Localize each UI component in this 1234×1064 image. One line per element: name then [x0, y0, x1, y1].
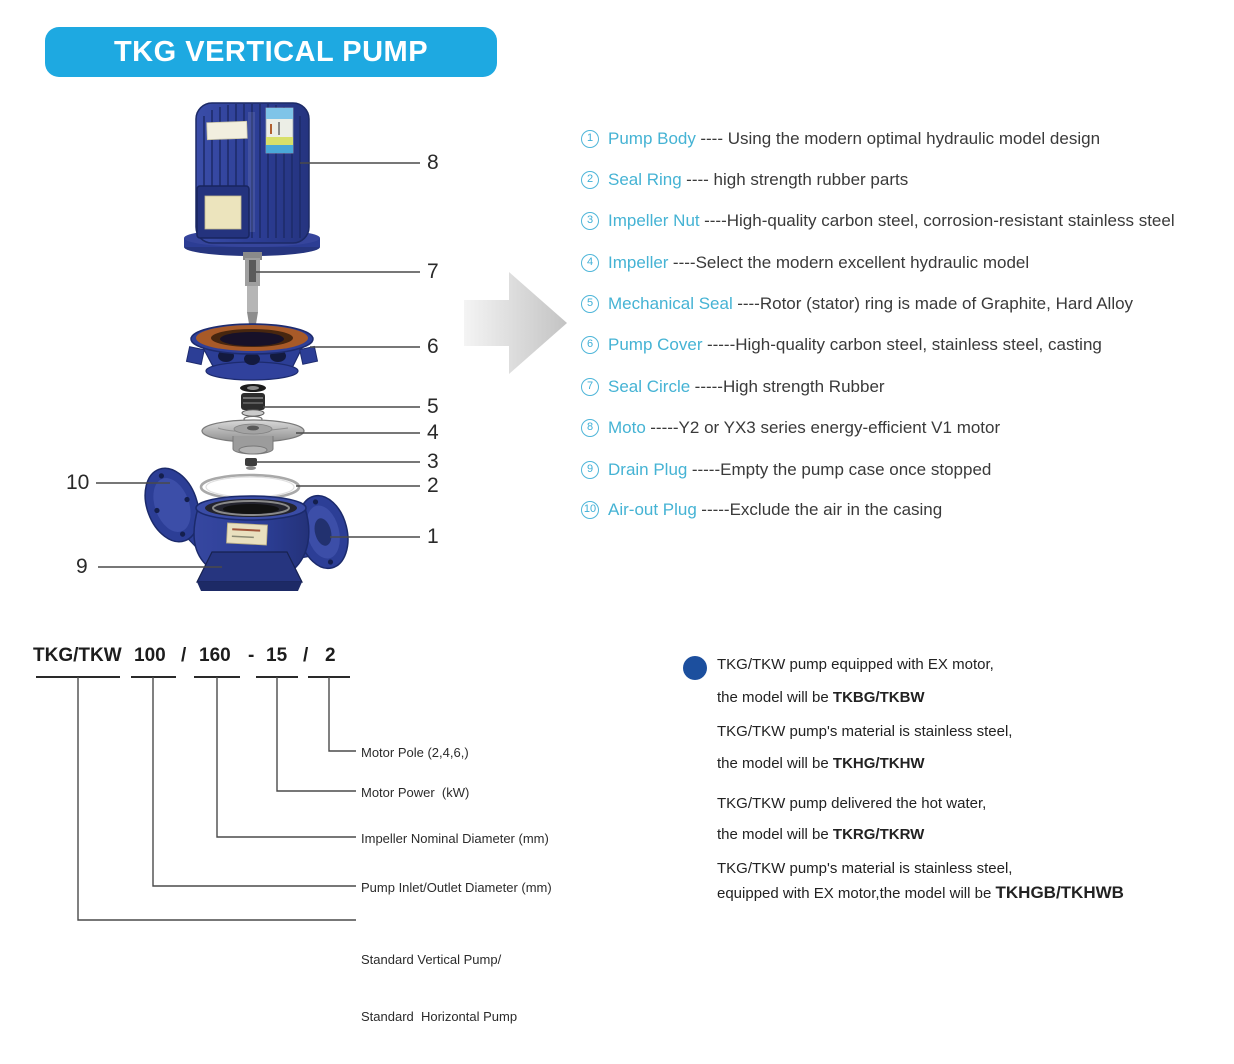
standard-pump-line-2: Standard Horizontal Pump — [361, 1009, 518, 1024]
model-segment-dash: - — [248, 645, 255, 666]
part-number-badge: 1 — [581, 130, 599, 148]
motor-nameplate — [207, 121, 248, 139]
callout-number-9: 9 — [76, 555, 88, 578]
model-name: TKHGB/TKHWB — [995, 883, 1124, 902]
motor-junction-box — [197, 186, 249, 238]
part-name: Seal Ring — [608, 170, 682, 189]
part-list-item-6 — [581, 334, 1102, 356]
pump-body-figure — [136, 461, 356, 591]
part-name: Air-out Plug — [608, 500, 697, 519]
part-description: -----Y2 or YX3 series energy-efficient V1 motor — [650, 418, 1001, 437]
part-description: ----High-quality carbon steel, corrosion-resistant stainless steel — [704, 211, 1175, 230]
impeller-nut-figure — [245, 458, 257, 470]
callout-number-2: 2 — [427, 474, 439, 497]
model-branch-label-inlet-outlet: Pump Inlet/Outlet Diameter (mm) — [361, 880, 552, 895]
model-name: TKHG/TKHW — [832, 755, 925, 772]
standard-pump-line-1: Standard Vertical Pump/ — [361, 952, 502, 967]
part-description: -----Empty the pump case once stopped — [691, 460, 992, 479]
part-list-item-2 — [581, 169, 908, 191]
part-list-item-3 — [581, 210, 1175, 232]
part-name: Mechanical Seal — [608, 294, 733, 313]
callout-number-4: 4 — [427, 421, 439, 444]
part-list-item-8 — [581, 417, 1000, 439]
part-number-badge: 6 — [581, 336, 599, 354]
part-description: -----High strength Rubber — [694, 377, 885, 396]
callout-number-8: 8 — [427, 151, 439, 174]
part-number-badge: 5 — [581, 295, 599, 313]
callout-number-6: 6 — [427, 335, 439, 358]
part-description: ---- Using the modern optimal hydraulic model design — [700, 129, 1101, 148]
part-number-badge: 2 — [581, 171, 599, 189]
model-code-branch-lines — [78, 677, 356, 920]
part-name: Moto — [608, 418, 646, 437]
callout-number-1: 1 — [427, 525, 439, 548]
model-segment-series: TKG/TKW — [33, 645, 122, 666]
callout-number-3: 3 — [427, 450, 439, 473]
part-number-badge: 10 — [581, 501, 599, 519]
model-name: TKRG/TKRW — [832, 826, 925, 843]
note-line: TKG/TKW pump equipped with EX motor, — [717, 656, 994, 673]
model-name: TKBG/TKBW — [832, 689, 925, 706]
model-segment-slash-2: / — [303, 645, 309, 666]
model-branch-label-motor-power: Motor Power (kW) — [361, 785, 470, 800]
part-name: Impeller — [608, 253, 669, 272]
part-number-badge: 4 — [581, 254, 599, 272]
note-line: the model will be TKRG/TKRW — [717, 826, 925, 843]
part-list-item-10 — [581, 499, 942, 521]
part-list-item-7 — [581, 376, 885, 398]
model-branch-label-standard-pump — [361, 912, 517, 1064]
note-line: the model will be TKBG/TKBW — [717, 689, 925, 706]
part-name: Impeller Nut — [608, 211, 700, 230]
model-branch-label-impeller-diameter: Impeller Nominal Diameter (mm) — [361, 831, 549, 846]
note-line: TKG/TKW pump delivered the hot water, — [717, 795, 987, 812]
note-line: TKG/TKW pump's material is stainless steel, — [717, 860, 1013, 877]
part-number-badge: 9 — [581, 461, 599, 479]
right-arrow — [464, 272, 567, 374]
part-list-item-9 — [581, 459, 991, 481]
title-banner — [45, 27, 497, 77]
callout-number-5: 5 — [427, 395, 439, 418]
part-description: ----Select the modern excellent hydraulic model — [672, 253, 1030, 272]
model-segment-slash-1: / — [181, 645, 187, 666]
part-number-badge: 7 — [581, 378, 599, 396]
part-number-badge: 8 — [581, 419, 599, 437]
callout-number-10: 10 — [66, 471, 90, 494]
mechanical-seal-figure — [240, 384, 266, 422]
part-description: -----High-quality carbon steel, stainless steel, casting — [706, 335, 1102, 354]
pump-body-nameplate — [227, 523, 268, 545]
note-line: equipped with EX motor,the model will be TKHGB/TKHWB — [717, 883, 1124, 902]
part-description: ----Rotor (stator) ring is made of Graphite, Hard Alloy — [737, 294, 1134, 313]
part-description: -----Exclude the air in the casing — [701, 500, 943, 519]
note-line: the model will be TKHG/TKHW — [717, 755, 925, 772]
note-bullet-icon — [683, 656, 707, 680]
model-branch-label-motor-pole: Motor Pole (2,4,6,) — [361, 745, 469, 760]
part-name: Drain Plug — [608, 460, 688, 479]
part-list-item-5 — [581, 293, 1133, 315]
model-segment-impeller: 160 — [199, 645, 231, 666]
page-title: TKG VERTICAL PUMP — [113, 35, 429, 68]
model-segment-power: 15 — [266, 645, 288, 666]
part-list-item-4 — [581, 252, 1029, 274]
impeller-figure — [202, 420, 304, 454]
motor-figure — [184, 103, 320, 324]
part-name: Seal Circle — [608, 377, 691, 396]
motor-shaft-figure — [243, 252, 262, 324]
part-description: ---- high strength rubber parts — [686, 170, 909, 189]
model-segment-pole: 2 — [325, 645, 336, 666]
part-number-badge: 3 — [581, 212, 599, 230]
part-name: Pump Cover — [608, 335, 703, 354]
part-list-item-1 — [581, 128, 1100, 150]
note-line: TKG/TKW pump's material is stainless steel, — [717, 723, 1013, 740]
part-name: Pump Body — [608, 129, 696, 148]
motor-sticker — [266, 108, 293, 153]
callout-number-7: 7 — [427, 260, 439, 283]
model-segment-inlet: 100 — [134, 645, 166, 666]
pump-cover-figure — [186, 324, 317, 380]
